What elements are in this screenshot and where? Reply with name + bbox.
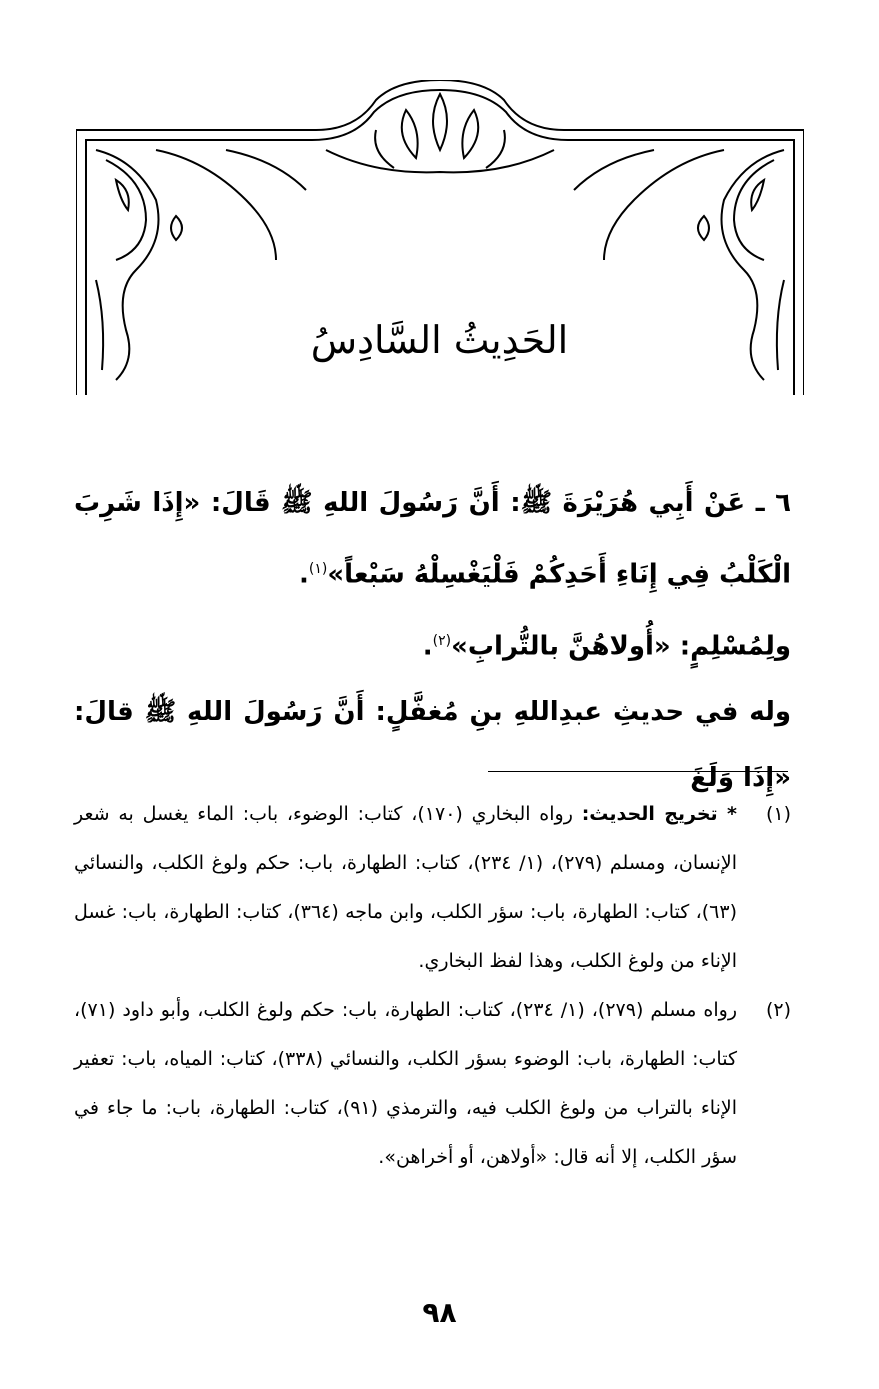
page-number: ٩٨ (422, 1296, 457, 1329)
footnote-number: (٢) (765, 999, 791, 1021)
hadith-paragraph-3: وله في حديثِ عبدِاللهِ بنِ مُغفَّلٍ: أَنَّ رَسُولَ اللهِ ﷺ قالَ: «إِذَا وَلَغَ (74, 697, 791, 794)
footnote-separator (488, 771, 788, 772)
hadith-paragraph-1: ٦ ـ عَنْ أَبِي هُرَيْرَةَ ﷺ: أَنَّ رَسُولَ اللهِ ﷺ قَالَ: «إِذَا شَرِبَ الْكَلْبُ فِي إِنَاءِ أَحَدِكُمْ فَلْيَغْسِلْهُ سَبْعاً»$^{(١)}$. (74, 488, 791, 590)
footnote-2 (74, 986, 791, 1182)
footnote-lead: * تخريج الحديث: (581, 803, 737, 825)
hadith-paragraph-1-text: ٦ ـ عَنْ أَبِي هُرَيْرَةَ ﷺ: أَنَّ رَسُولَ اللهِ ﷺ قَالَ: «إِذَا شَرِبَ الْكَلْبُ فِي إِنَاءِ أَحَدِكُمْ فَلْيَغْسِلْهُ سَبْعاً» (74, 488, 791, 590)
hadith-paragraph-2-text: ولِمُسْلِمٍ: «أُولاهُنَّ بالتُّرابِ» (451, 631, 791, 662)
footnotes (74, 790, 791, 1182)
chapter-title: الحَدِيثُ السَّادِسُ (310, 318, 569, 362)
footnote-text: رواه البخاري (١٧٠)، كتاب: الوضوء، باب: الماء يغسل به شعر الإنسان، ومسلم (٢٧٩)، (١/ ٢٣٤)، كتاب: الطهارة، باب: حكم ولوغ الكلب، والنسائي (٦٣)، كتاب: الطهارة، باب: سؤر الكلب، وابن ماجه (٣٦٤)، كتاب: الطهارة، باب: غسل الإناء من ولوغ الكلب، وهذا لفظ البخاري. (74, 803, 737, 972)
hadith-text (74, 470, 791, 811)
footnote-ref-2[interactable]: (٢) (432, 632, 452, 649)
footnote-number: (١) (765, 803, 791, 825)
footnote-text: رواه مسلم (٢٧٩)، (١/ ٢٣٤)، كتاب: الطهارة، باب: حكم ولوغ الكلب، وأبو داود (٧١)، كتاب: الطهارة، باب: الوضوء بسؤر الكلب، والنسائي (٣٣٨)، كتاب: المياه، باب: تعفير الإناء بالتراب من ولوغ الكلب فيه، والترمذي (٩١)، كتاب: الطهارة، باب: ما جاء في سؤر الكلب، إلا أنه قال: «أولاهن، أو أخراهن». (74, 999, 737, 1168)
footnote-1 (74, 790, 791, 986)
footnote-ref-1[interactable]: (١) (308, 561, 328, 577)
hadith-paragraph-2: ولِمُسْلِمٍ: «أُولاهُنَّ بالتُّرابِ»$^{(٢)}$. (422, 631, 791, 662)
